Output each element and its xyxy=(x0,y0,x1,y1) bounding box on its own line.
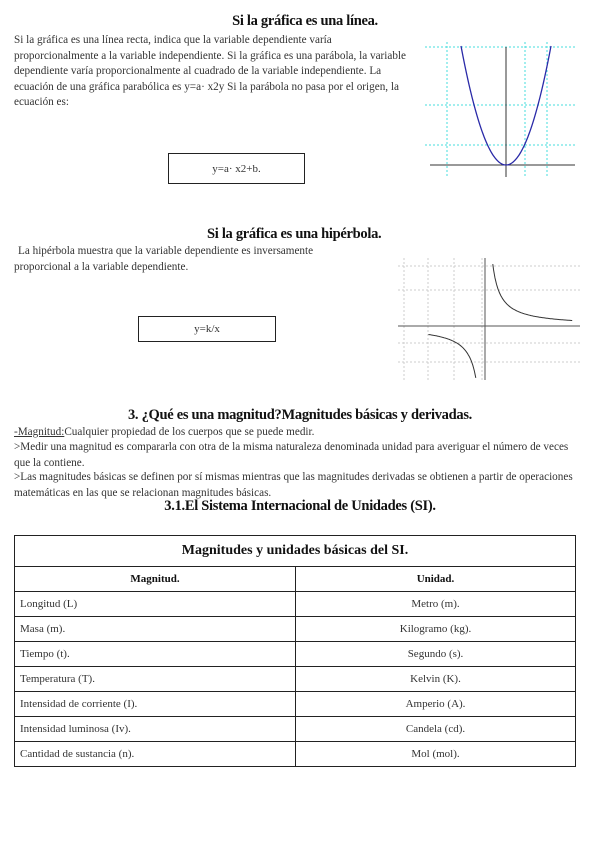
header-unidad: Unidad. xyxy=(296,567,576,592)
header-magnitud: Magnitud. xyxy=(15,567,296,592)
section-title-magnitud: 3. ¿Qué es una magnitud?Magnitudes básicas y derivadas. xyxy=(127,407,473,423)
table-row xyxy=(15,667,576,692)
magnitude-cell: Masa (m). xyxy=(15,617,296,642)
unit-cell: Candela (cd). xyxy=(296,717,576,742)
section-title-si: 3.1.El Sistema Internacional de Unidades (SI). xyxy=(164,498,436,514)
unit-cell: Mol (mol). xyxy=(296,742,576,767)
parabola-paragraph: Si la gráfica es una línea recta, indica que la variable dependiente varía proporcionalmente a la variable independiente. Si la gráfica es una parábola, la variable dependiente varía proporcionalmente al cuadrado de la variable independiente. La ecuación de una gráfica parabólica es y=a· x2y Si la parábola no pasa por el origen, la ecuación es: xyxy=(14,34,407,108)
magnitude-cell: Intensidad luminosa (Iv). xyxy=(15,717,296,742)
magnitude-cell: Intensidad de corriente (I). xyxy=(15,692,296,717)
magnitud-label: -Magnitud: xyxy=(14,426,65,438)
hyperbola-branch-positive xyxy=(493,264,572,320)
unit-cell: Kelvin (K). xyxy=(296,667,576,692)
magnitud-def-text: Cualquier propiedad de los cuerpos que se puede medir. xyxy=(64,426,315,438)
magnitude-cell: Temperatura (T). xyxy=(15,667,296,692)
formula-box-parabola: y=a· x2+b. xyxy=(168,153,305,184)
si-units-table xyxy=(14,535,576,767)
basic-derived-paragraph: >Las magnitudes básicas se definen por sí mismas mientras que las magnitudes derivadas se obtienen a partir de operaciones matemáticas en las que se relacionan magnitudes básicas. xyxy=(14,471,573,499)
table-row xyxy=(15,592,576,617)
table-row xyxy=(15,617,576,642)
table-row xyxy=(15,742,576,767)
table-row xyxy=(15,642,576,667)
magnitude-cell: Cantidad de sustancia (n). xyxy=(15,742,296,767)
table-title: Magnitudes y unidades básicas del SI. xyxy=(15,536,576,567)
magnitud-definition xyxy=(14,425,584,441)
unit-cell: Segundo (s). xyxy=(296,642,576,667)
hyperbola-paragraph: La hipérbola muestra que la variable dependiente es inversamente proporcional a la variable dependiente. xyxy=(14,245,314,273)
measure-paragraph: >Medir una magnitud es compararla con otra de la misma naturaleza denominada unidad para averiguar el número de veces que la contiene. xyxy=(14,441,569,469)
hyperbola-graph xyxy=(398,258,580,380)
hyperbola-branch-negative xyxy=(429,335,476,378)
magnitude-cell: Longitud (L) xyxy=(15,592,296,617)
formula-box-hyperbola: y=k/x xyxy=(138,316,276,342)
section-title-hyperbola: Si la gráfica es una hipérbola. xyxy=(207,226,382,242)
unit-cell: Kilogramo (kg). xyxy=(296,617,576,642)
parabola-graph xyxy=(425,42,575,177)
unit-cell: Metro (m). xyxy=(296,592,576,617)
unit-cell: Amperio (A). xyxy=(296,692,576,717)
section-title-line: Si la gráfica es una línea. xyxy=(232,13,378,29)
table-row xyxy=(15,717,576,742)
magnitude-cell: Tiempo (t). xyxy=(15,642,296,667)
table-row xyxy=(15,692,576,717)
